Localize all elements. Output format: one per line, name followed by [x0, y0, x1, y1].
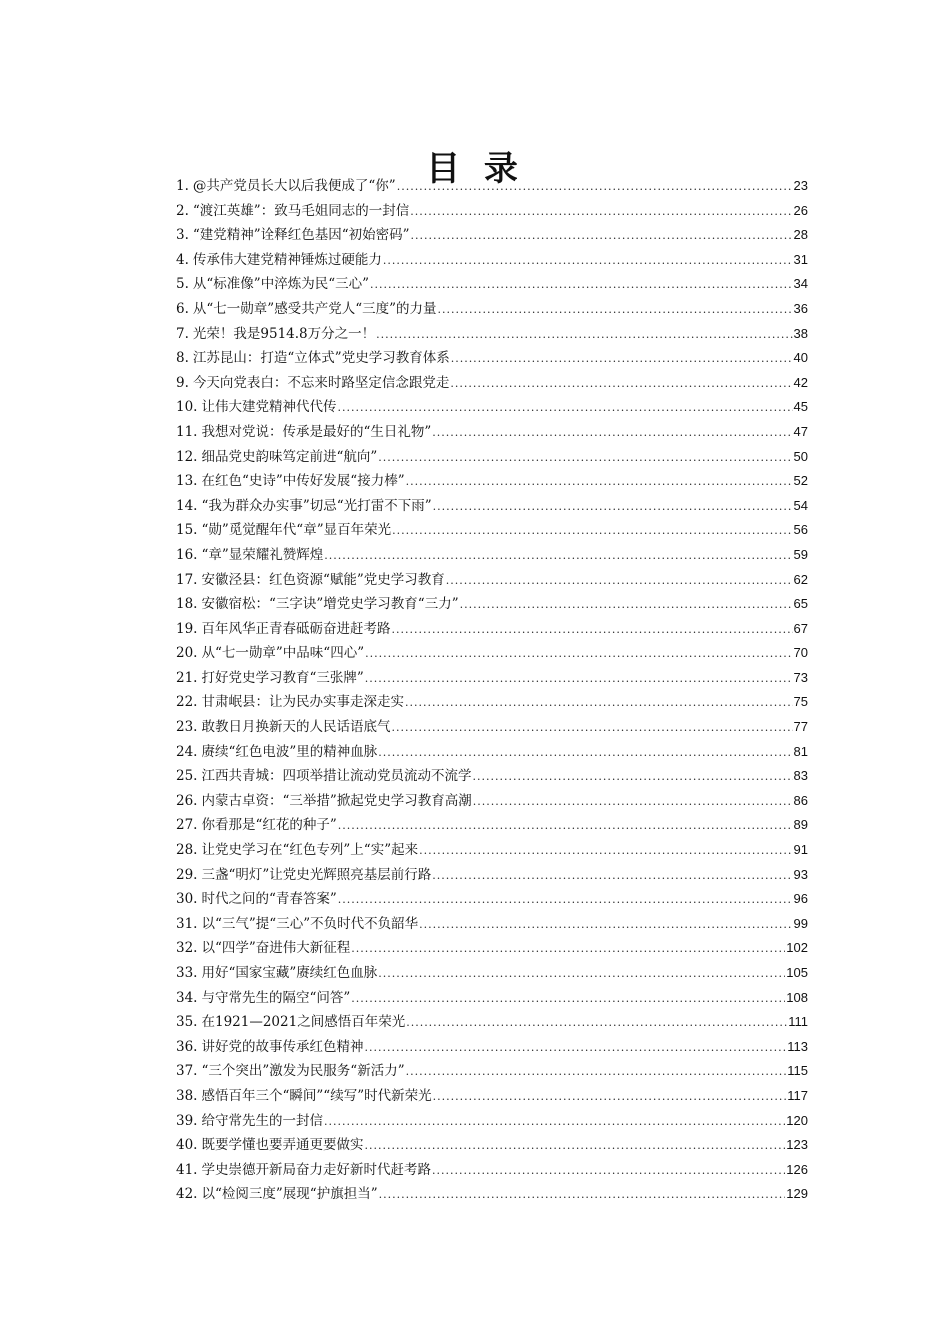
- toc-entry-page: 36: [793, 300, 808, 316]
- toc-entry-page: 111: [788, 1014, 808, 1030]
- toc-dot-leader: [378, 741, 792, 766]
- toc-entry[interactable]: [176, 617, 808, 642]
- toc-entry[interactable]: [176, 690, 808, 715]
- toc-dot-leader: [410, 200, 792, 225]
- toc-entry-page: 73: [793, 669, 808, 685]
- toc-entry-number: 2.: [176, 202, 189, 219]
- toc-dot-leader: [397, 175, 793, 200]
- toc-dot-leader: [392, 519, 792, 544]
- toc-entry-number: 4.: [176, 251, 189, 268]
- toc-entry-page: 77: [793, 719, 808, 735]
- toc-entry-title: 从“七一勋章”中品味“四心”: [201, 645, 365, 662]
- toc-entry-number: 39.: [176, 1112, 198, 1129]
- toc-entry-page: 89: [793, 817, 808, 833]
- toc-entry-title: 从“七一勋章”感受共产党人“三度”的力量: [192, 300, 437, 317]
- toc-entry-page: 93: [793, 866, 808, 882]
- toc-entry-title: 你看那是“红花的种子”: [201, 817, 337, 834]
- toc-dot-leader: [364, 1036, 786, 1061]
- toc-entry-page: 108: [786, 989, 808, 1005]
- toc-entry-page: 38: [793, 325, 808, 341]
- toc-entry-number: 14.: [176, 497, 198, 514]
- toc-entry-title: 从“标准像”中淬炼为民“三心”: [192, 276, 369, 293]
- toc-entry-page: 96: [793, 891, 808, 907]
- toc-entry[interactable]: [176, 445, 808, 470]
- toc-entry-number: 9.: [176, 374, 189, 391]
- toc-entry[interactable]: [176, 346, 808, 371]
- toc-entry-page: 59: [793, 546, 808, 562]
- toc-entry[interactable]: [176, 961, 808, 986]
- toc-entry[interactable]: [176, 543, 808, 568]
- toc-entry-title: “勋”觅觉醒年代“章”显百年荣光: [201, 522, 392, 539]
- toc-entry-page: 56: [793, 522, 808, 538]
- toc-entry-title: @共产党员长大以后我便成了“你”: [192, 178, 396, 194]
- toc-entry-page: 50: [793, 448, 808, 464]
- toc-dot-leader: [432, 421, 792, 446]
- toc-entry-number: 20.: [176, 645, 198, 662]
- toc-entry-number: 33.: [176, 965, 198, 981]
- toc-dot-leader: [379, 1183, 786, 1208]
- toc-entry-page: 52: [793, 473, 808, 489]
- toc-entry-title: “我为群众办实事”切忌“光打雷不下雨”: [201, 497, 432, 514]
- toc-entry-title: “章”显荣耀礼赞辉煌: [201, 546, 324, 563]
- toc-dot-leader: [337, 396, 792, 421]
- toc-entry-number: 19.: [176, 620, 198, 637]
- toc-entry-page: 129: [786, 1186, 808, 1202]
- toc-entry-page: 115: [787, 1063, 808, 1079]
- toc-entry-title: 在红色“史诗”中传好发展“接力棒”: [201, 473, 405, 490]
- toc-entry[interactable]: [176, 1109, 808, 1134]
- toc-dot-leader: [383, 249, 793, 274]
- toc-dot-leader: [324, 544, 792, 569]
- toc-entry-number: 15.: [176, 522, 198, 539]
- toc-entry-number: 10.: [176, 399, 198, 416]
- toc-entry-title: 江苏昆山：打造“立体式”党史学习教育体系: [192, 350, 450, 367]
- toc-entry[interactable]: [176, 174, 808, 199]
- toc-entry-title: 以“检阅三度”展现“护旗担当”: [201, 1186, 378, 1203]
- toc-entry-number: 17.: [176, 571, 198, 588]
- toc-entry-number: 24.: [176, 743, 198, 760]
- toc-entry-number: 32.: [176, 940, 198, 957]
- toc-dot-leader: [338, 888, 793, 913]
- toc-entry-title: “建党精神”诠释红色基因“初始密码”: [192, 227, 410, 244]
- toc-dot-leader: [411, 224, 793, 249]
- toc-entry[interactable]: [176, 1133, 808, 1158]
- toc-entry-title: 时代之问的“青春答案”: [201, 891, 337, 908]
- toc-entry-title: 用好“国家宝藏”赓续红色血脉: [201, 965, 378, 981]
- toc-entry-page: 83: [793, 768, 808, 784]
- toc-entry-page: 75: [793, 694, 808, 710]
- toc-entry-number: 7.: [176, 325, 189, 342]
- toc-entry-number: 37.: [176, 1063, 198, 1080]
- toc-entry-title: 百年风华正青春砥砺奋进赶考路: [201, 620, 391, 637]
- toc-entry-number: 25.: [176, 768, 198, 785]
- toc-entry-number: 23.: [176, 719, 198, 736]
- toc-entry[interactable]: [176, 1182, 808, 1207]
- toc-entry-page: 91: [793, 842, 808, 858]
- toc-entry[interactable]: [176, 518, 808, 543]
- toc-entry-number: 16.: [176, 546, 198, 563]
- toc-entry-page: 86: [793, 792, 808, 808]
- toc-entry-page: 31: [793, 251, 808, 267]
- toc-entry[interactable]: [176, 863, 808, 888]
- toc-entry-title: 细品党史韵味笃定前进“航向”: [201, 448, 378, 465]
- toc-entry[interactable]: [176, 592, 808, 617]
- toc-entry[interactable]: [176, 641, 808, 666]
- toc-dot-leader: [370, 273, 793, 298]
- toc-entry-page: 99: [793, 915, 808, 931]
- toc-entry-number: 40.: [176, 1137, 198, 1154]
- toc-entry-number: 28.: [176, 842, 198, 859]
- toc-entry[interactable]: [176, 789, 808, 814]
- toc-entry-title: 传承伟大建党精神锤炼过硬能力: [192, 251, 382, 268]
- toc-entry-number: 36.: [176, 1038, 198, 1055]
- toc-entry-title: “三个突出”激发为民服务“新活力”: [201, 1063, 405, 1080]
- toc-entry-title: 今天向党表白：不忘来时路坚定信念跟党走: [192, 374, 450, 391]
- toc-entry[interactable]: [176, 1158, 808, 1183]
- toc-entry-number: 30.: [176, 891, 198, 908]
- toc-entry[interactable]: [176, 912, 808, 937]
- toc-entry[interactable]: [176, 272, 808, 297]
- toc-dot-leader: [446, 569, 793, 594]
- toc-entry-title: 安徽宿松：“三字诀”增党史学习教育“三力”: [201, 596, 459, 613]
- toc-entry-title: 我想对党说：传承是最好的“生日礼物”: [201, 423, 432, 440]
- toc-entry[interactable]: [176, 666, 808, 691]
- toc-dot-leader: [472, 765, 792, 790]
- toc-dot-leader: [432, 864, 792, 889]
- toc-entry-title: 与守常先生的隔空“问答”: [201, 989, 351, 1006]
- toc-entry[interactable]: [176, 1010, 808, 1035]
- toc-entry-number: 11.: [176, 423, 198, 440]
- toc-dot-leader: [460, 593, 793, 618]
- toc-entry-number: 18.: [176, 596, 198, 613]
- toc-entry-page: 120: [786, 1112, 808, 1128]
- toc-entry-page: 62: [793, 571, 808, 587]
- toc-dot-leader: [433, 1085, 787, 1110]
- toc-entry-number: 27.: [176, 817, 198, 834]
- toc-entry-title: 打好党史学习教育“三张牌”: [201, 669, 364, 686]
- toc-entry-number: 38.: [176, 1087, 198, 1104]
- toc-entry-page: 113: [787, 1038, 808, 1054]
- toc-dot-leader: [406, 470, 793, 495]
- toc-entry-number: 31.: [176, 915, 198, 932]
- toc-entry[interactable]: [176, 297, 808, 322]
- toc-entry[interactable]: [176, 1035, 808, 1060]
- toc-entry-number: 1.: [176, 178, 189, 194]
- toc-entry[interactable]: [176, 887, 808, 912]
- toc-entry[interactable]: [176, 986, 808, 1011]
- toc-entry-number: 29.: [176, 866, 198, 883]
- toc-entry-number: 26.: [176, 792, 198, 809]
- toc-dot-leader: [406, 1011, 787, 1036]
- toc-dot-leader: [438, 298, 793, 323]
- toc-entry-title: 感悟百年三个“瞬间”“续写”时代新荣光: [201, 1087, 432, 1104]
- toc-dot-leader: [324, 1110, 785, 1135]
- toc-entry-number: 21.: [176, 669, 198, 686]
- toc-entry[interactable]: [176, 1084, 808, 1109]
- toc-dot-leader: [365, 667, 793, 692]
- toc-entry-number: 41.: [176, 1161, 198, 1178]
- toc-dot-leader: [450, 372, 792, 397]
- toc-entry-title: 在1921—2021之间感悟百年荣光: [201, 1014, 406, 1031]
- toc-entry-page: 28: [793, 227, 808, 243]
- toc-dot-leader: [432, 1159, 785, 1184]
- toc-entry[interactable]: [176, 813, 808, 838]
- toc-dot-leader: [391, 716, 792, 741]
- toc-entry[interactable]: [176, 568, 808, 593]
- toc-entry-title: 学史崇德开新局奋力走好新时代赶考路: [201, 1161, 431, 1178]
- toc-entry-page: 26: [793, 202, 808, 218]
- toc-entry-number: 13.: [176, 473, 198, 490]
- toc-entry-page: 54: [793, 497, 808, 513]
- toc-entry-title: 既要学懂也要弄通更要做实: [201, 1137, 364, 1154]
- toc-entry[interactable]: [176, 494, 808, 519]
- toc-entry[interactable]: [176, 223, 808, 248]
- toc-dot-leader: [351, 937, 785, 962]
- toc-entry-title: “渡江英雄”：致马毛姐同志的一封信: [192, 202, 410, 219]
- toc-dot-leader: [338, 814, 793, 839]
- toc-entry[interactable]: [176, 838, 808, 863]
- toc-entry-page: 45: [793, 399, 808, 415]
- toc-dot-leader: [365, 642, 792, 667]
- table-of-contents: [176, 174, 808, 1207]
- toc-entry[interactable]: [176, 199, 808, 224]
- toc-dot-leader: [405, 691, 793, 716]
- toc-dot-leader: [433, 495, 793, 520]
- toc-entry-page: 123: [786, 1137, 808, 1153]
- toc-entry-title: 赓续“红色电波”里的精神血脉: [201, 743, 378, 760]
- toc-entry-number: 12.: [176, 448, 198, 465]
- toc-entry-title: 安徽泾县：红色资源“赋能”党史学习教育: [201, 571, 445, 588]
- toc-entry-page: 81: [793, 743, 808, 759]
- toc-entry[interactable]: [176, 1059, 808, 1084]
- toc-entry-title: 讲好党的故事传承红色精神: [201, 1038, 364, 1055]
- toc-entry[interactable]: [176, 248, 808, 273]
- toc-dot-leader: [473, 790, 793, 815]
- toc-entry[interactable]: [176, 395, 808, 420]
- toc-entry-title: 给守常先生的一封信: [201, 1112, 323, 1129]
- toc-dot-leader: [406, 1060, 787, 1085]
- toc-entry-title: 让伟大建党精神代代传: [201, 399, 337, 416]
- toc-entry[interactable]: [176, 371, 808, 396]
- toc-entry-page: 47: [793, 423, 808, 439]
- toc-entry-page: 40: [793, 350, 808, 366]
- toc-entry-page: 65: [793, 596, 808, 612]
- toc-dot-leader: [451, 347, 793, 372]
- toc-entry-page: 23: [793, 178, 808, 193]
- toc-entry-title: 光荣！我是9514.8万分之一！: [192, 325, 376, 342]
- toc-entry-page: 126: [786, 1161, 808, 1177]
- toc-entry-page: 42: [793, 374, 808, 390]
- toc-entry[interactable]: [176, 420, 808, 445]
- toc-entry-number: 8.: [176, 350, 189, 367]
- toc-dot-leader: [364, 1134, 785, 1159]
- toc-entry-page: 105: [786, 965, 808, 980]
- toc-entry-page: 67: [793, 620, 808, 636]
- toc-entry-number: 3.: [176, 227, 189, 244]
- toc-entry-title: 甘肃岷县：让为民办实事走深走实: [201, 694, 404, 711]
- toc-dot-leader: [378, 962, 785, 987]
- toc-entry-number: 22.: [176, 694, 198, 711]
- toc-entry[interactable]: [176, 322, 808, 347]
- toc-entry[interactable]: [176, 715, 808, 740]
- toc-entry[interactable]: [176, 740, 808, 765]
- toc-dot-leader: [351, 987, 785, 1012]
- toc-entry[interactable]: [176, 936, 808, 961]
- toc-entry-title: 内蒙古卓资：“三举措”掀起党史学习教育高潮: [201, 792, 472, 809]
- toc-entry-page: 102: [786, 940, 808, 956]
- toc-entry[interactable]: [176, 469, 808, 494]
- toc-dot-leader: [391, 618, 792, 643]
- toc-entry-number: 34.: [176, 989, 198, 1006]
- toc-entry-title: 以“三气”提“三心”不负时代不负韶华: [201, 915, 419, 932]
- toc-entry-title: 敢教日月换新天的人民话语底气: [201, 719, 391, 736]
- toc-entry-number: 35.: [176, 1014, 198, 1031]
- toc-entry-number: 42.: [176, 1186, 198, 1203]
- toc-dot-leader: [419, 839, 792, 864]
- page-title: 目 录: [426, 148, 524, 189]
- toc-entry-title: 让党史学习在“红色专列”上“实”起来: [201, 842, 419, 859]
- toc-entry-page: 117: [787, 1087, 808, 1103]
- toc-entry-title: 江西共青城：四项举措让流动党员流动不流学: [201, 768, 472, 785]
- toc-entry-number: 6.: [176, 300, 189, 317]
- toc-entry[interactable]: [176, 764, 808, 789]
- toc-entry-page: 34: [793, 276, 808, 292]
- toc-entry-title: 三盏“明灯”让党史光辉照亮基层前行路: [201, 866, 432, 883]
- toc-dot-leader: [378, 446, 792, 471]
- toc-entry-number: 5.: [176, 276, 189, 293]
- toc-dot-leader: [419, 913, 792, 938]
- toc-dot-leader: [376, 323, 792, 348]
- toc-entry-page: 70: [793, 645, 808, 661]
- toc-entry-title: 以“四学”奋进伟大新征程: [201, 940, 351, 957]
